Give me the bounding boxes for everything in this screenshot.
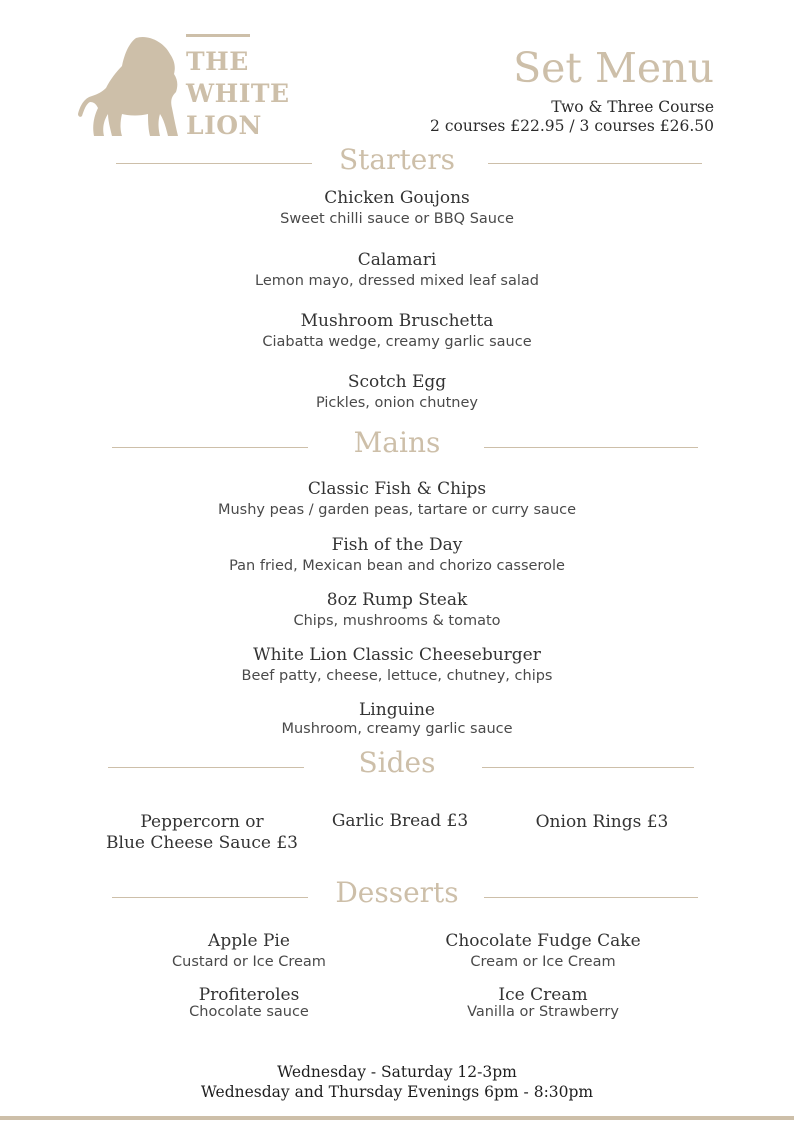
item-name: White Lion Classic Cheeseburger <box>253 645 541 665</box>
item-desc: Chips, mushrooms & tomato <box>293 613 501 629</box>
logo-line-3: LION <box>186 111 262 140</box>
dessert-item <box>393 984 693 1022</box>
menu-item <box>0 371 794 413</box>
menu-item <box>0 699 794 739</box>
item-name: 8oz Rump Steak <box>326 590 468 610</box>
item-name: Chicken Goujons <box>324 188 470 208</box>
bottom-border <box>0 1116 794 1120</box>
menu-item <box>0 644 794 686</box>
item-desc: Custard or Ice Cream <box>172 954 326 970</box>
section-title-desserts: Desserts <box>335 876 459 909</box>
section-title-sides: Sides <box>358 746 436 779</box>
dessert-item <box>393 930 693 972</box>
menu-item <box>0 589 794 631</box>
menu-item <box>0 534 794 576</box>
logo-line-1: THE <box>186 47 249 76</box>
side-line: Blue Cheese Sauce £3 <box>106 833 298 853</box>
course-prices: 2 courses £22.95 / 3 courses £26.50 <box>430 117 714 135</box>
item-name: Fish of the Day <box>331 535 463 555</box>
side-line: Peppercorn or <box>140 812 264 832</box>
item-desc: Mushy peas / garden peas, tartare or curry sauce <box>217 502 577 518</box>
item-desc: Mushroom, creamy garlic sauce <box>281 721 513 737</box>
item-name: Ice Cream <box>498 985 588 1005</box>
page-title: Set Menu <box>513 44 714 92</box>
menu-item <box>0 478 794 520</box>
logo-wordmark <box>186 46 290 142</box>
logo-bar <box>186 34 250 37</box>
item-name: Classic Fish & Chips <box>307 479 487 499</box>
menu-item <box>0 249 794 291</box>
lion-icon <box>78 36 184 138</box>
course-subtitle: Two & Three Course <box>551 98 714 116</box>
item-name: Mushroom Bruschetta <box>300 311 494 331</box>
dessert-item <box>99 984 399 1022</box>
side-line: Garlic Bread £3 <box>331 811 469 831</box>
side-item-sauce <box>92 812 312 854</box>
side-item-onion-rings <box>502 812 702 833</box>
item-name: Apple Pie <box>208 931 290 951</box>
side-line: Onion Rings £3 <box>535 812 669 832</box>
dessert-item <box>99 930 399 972</box>
hours-line-1: Wednesday - Saturday 12-3pm <box>277 1063 517 1081</box>
logo-line-2: WHITE <box>186 79 290 108</box>
hours-line-2: Wednesday and Thursday Evenings 6pm - 8:30pm <box>200 1083 594 1101</box>
item-desc: Beef patty, cheese, lettuce, chutney, chips <box>241 668 553 684</box>
side-item-garlic-bread <box>300 811 500 832</box>
item-desc: Lemon mayo, dressed mixed leaf salad <box>255 273 539 289</box>
pricing-block <box>430 98 714 136</box>
item-desc: Cream or Ice Cream <box>470 954 616 970</box>
item-name: Linguine <box>359 700 435 720</box>
section-title-starters: Starters <box>338 143 456 176</box>
item-name: Chocolate Fudge Cake <box>445 931 641 951</box>
item-desc: Chocolate sauce <box>189 1004 309 1020</box>
menu-item <box>0 187 794 229</box>
item-name: Scotch Egg <box>347 372 447 392</box>
item-desc: Vanilla or Strawberry <box>467 1004 619 1020</box>
menu-item <box>0 310 794 352</box>
section-title-mains: Mains <box>353 426 441 459</box>
item-name: Calamari <box>357 250 437 270</box>
item-name: Profiteroles <box>198 985 300 1005</box>
item-desc: Pickles, onion chutney <box>315 395 479 411</box>
item-desc: Sweet chilli sauce or BBQ Sauce <box>280 211 514 227</box>
opening-hours <box>0 1062 794 1102</box>
item-desc: Pan fried, Mexican bean and chorizo casserole <box>229 558 565 574</box>
item-desc: Ciabatta wedge, creamy garlic sauce <box>262 334 532 350</box>
